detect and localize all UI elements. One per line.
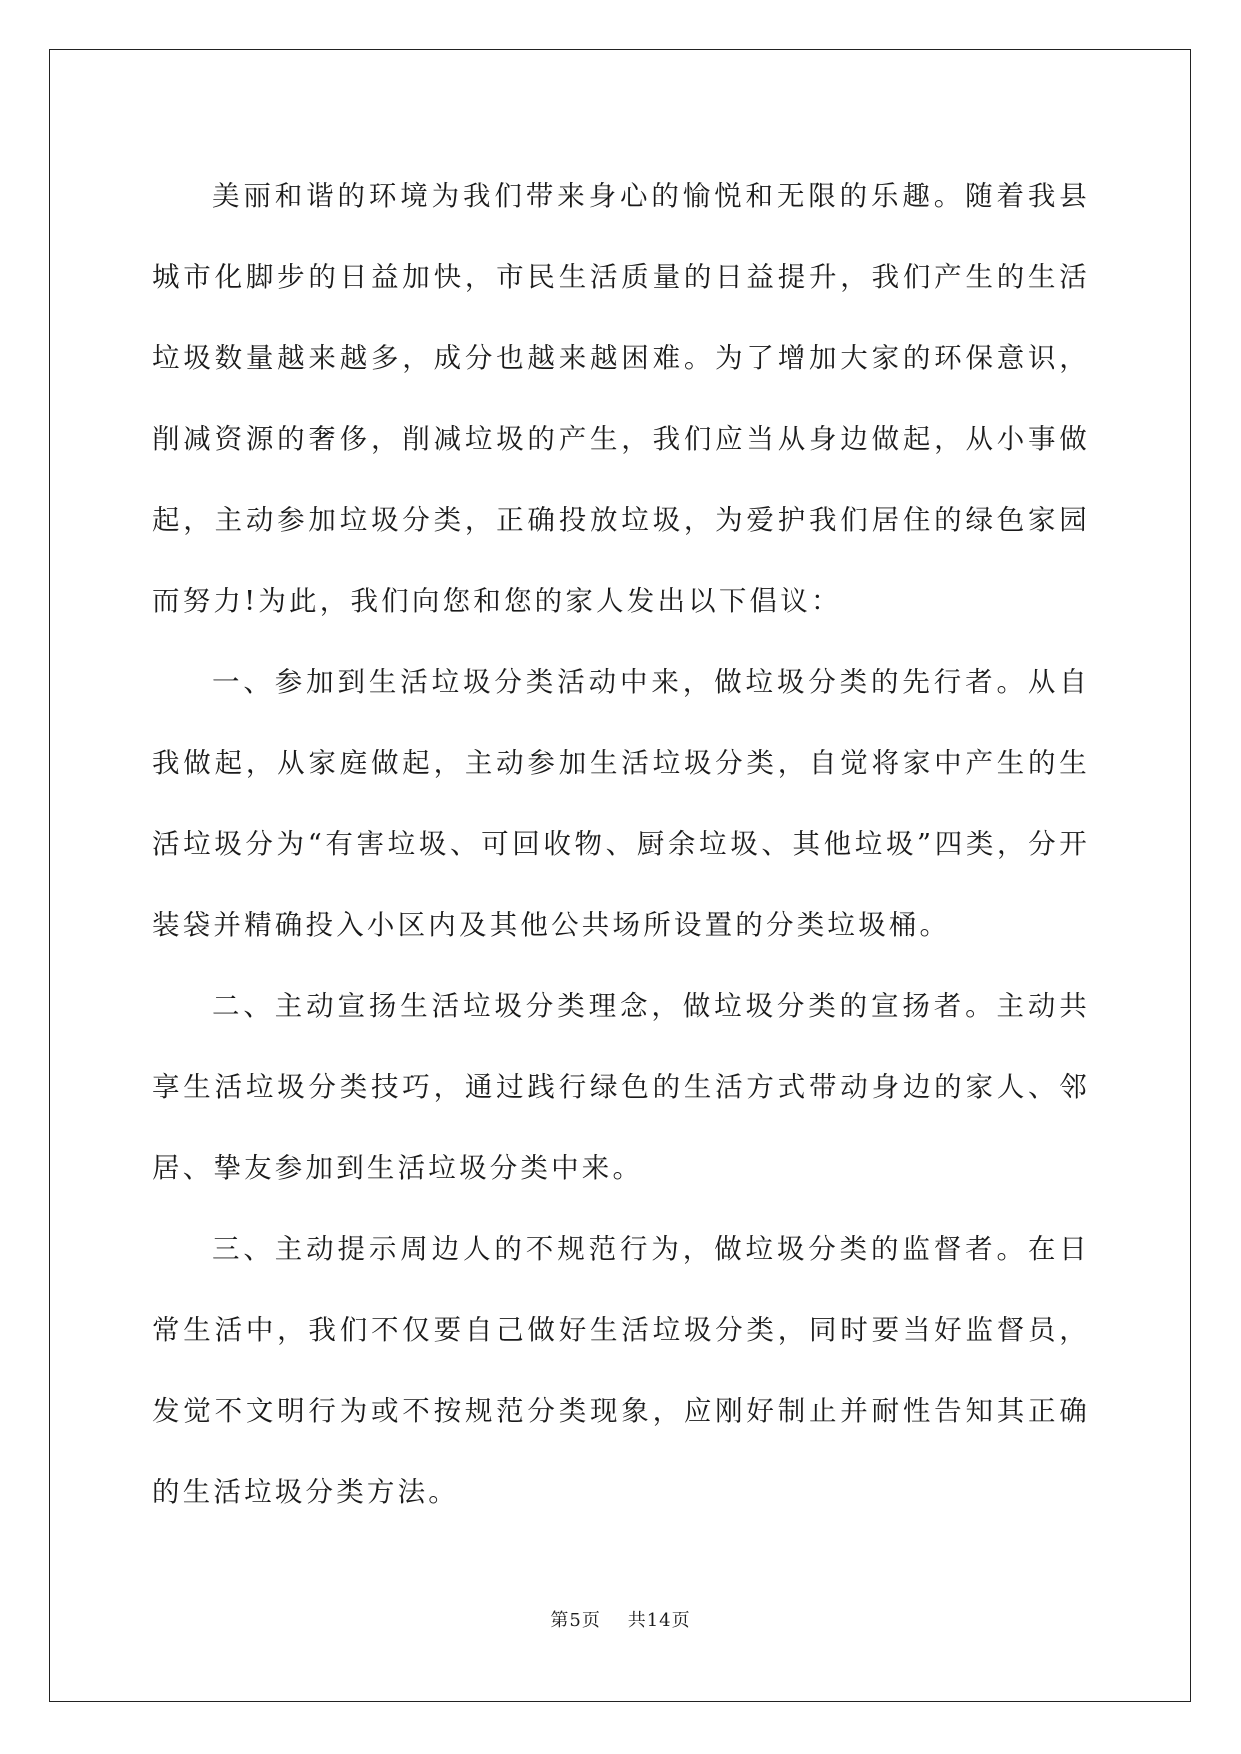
paragraph-proposal-1: 一、参加到生活垃圾分类活动中来，做垃圾分类的先行者。从自我做起，从家庭做起，主动参加生活垃圾分类，自觉将家中产生的生活垃圾分为“有害垃圾、可回收物、厨余垃圾、其他垃圾”四类，分开装袋并精确投入小区内及其他公共场所设置的分类垃圾桶。 bbox=[152, 666, 1090, 941]
paragraph-proposal-3: 三、主动提示周边人的不规范行为，做垃圾分类的监督者。在日常生活中，我们不仅要自己做好生活垃圾分类，同时要当好监督员，发觉不文明行为或不按规范分类现象，应刚好制止并耐性告知其正确的生活垃圾分类方法。 bbox=[152, 1233, 1090, 1508]
paragraph-intro: 美丽和谐的环境为我们带来身心的愉悦和无限的乐趣。随着我县城市化脚步的日益加快，市民生活质量的日益提升，我们产生的生活垃圾数量越来越多，成分也越来越困难。为了增加大家的环保意识，削减资源的奢侈，削减垃圾的产生，我们应当从身边做起，从小事做起，主动参加垃圾分类，正确投放垃圾，为爱护我们居住的绿色家园而努力!为此，我们向您和您的家人发出以下倡议： bbox=[152, 180, 1090, 617]
page-footer bbox=[0, 1606, 1241, 1632]
document-body bbox=[152, 156, 1090, 1533]
paragraph-proposal-2: 二、主动宣扬生活垃圾分类理念，做垃圾分类的宣扬者。主动共享生活垃圾分类技巧，通过践行绿色的生活方式带动身边的家人、邻居、挚友参加到生活垃圾分类中来。 bbox=[152, 990, 1090, 1184]
page-total: 共14页 bbox=[627, 1610, 691, 1631]
page-number: 第5页 bbox=[550, 1610, 601, 1631]
